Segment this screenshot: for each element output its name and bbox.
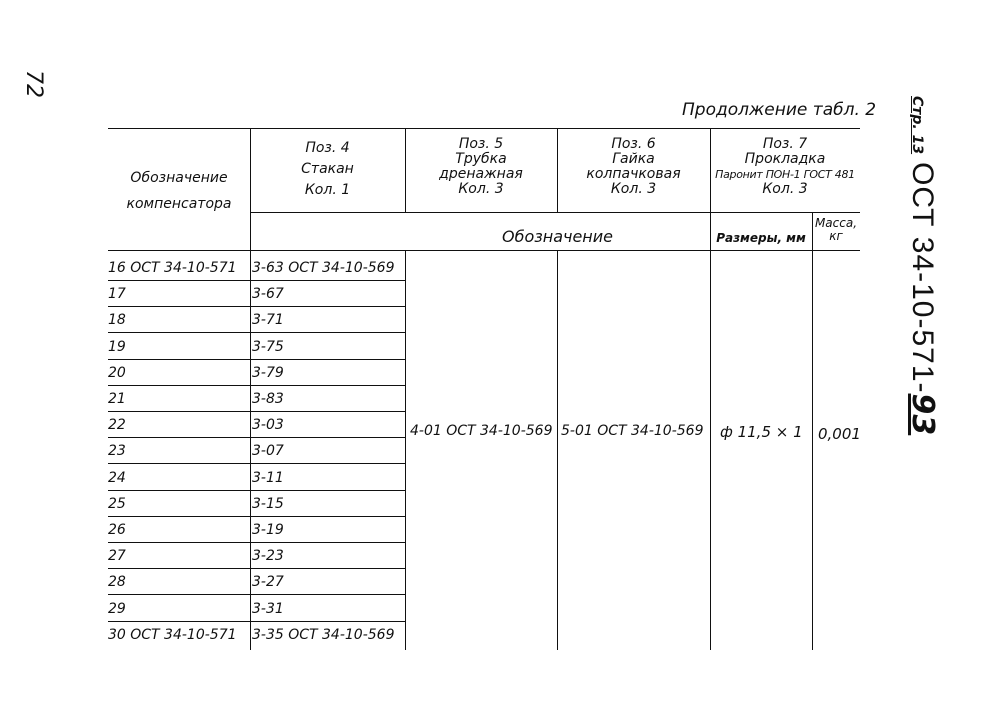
header-line: Прокладка <box>744 151 826 167</box>
row-underline <box>108 516 405 517</box>
header-line: Стакан <box>301 161 354 177</box>
row-underline <box>108 280 405 281</box>
row-underline <box>108 306 405 307</box>
header-line: Поз. 4 <box>305 140 350 156</box>
subheader-mass <box>812 217 860 243</box>
table-continuation-note: Продолжение табл. 2 <box>682 100 877 120</box>
header-line: Кол. 1 <box>304 182 351 198</box>
row-pos4-designation: 3-75 <box>252 338 284 355</box>
column-divider <box>250 128 251 650</box>
row-underline <box>108 437 405 438</box>
row-underline <box>108 542 405 543</box>
header-line: компенсатора <box>126 196 232 212</box>
header-line: Кол. 3 <box>458 181 504 197</box>
page-number: 72 <box>21 70 46 98</box>
row-label: 20 <box>108 364 126 381</box>
row-label: 23 <box>108 443 126 460</box>
row-label: 29 <box>108 600 126 617</box>
row-label: 16 ОСТ 34-10-571 <box>108 260 237 276</box>
merged-size: ф 11,5 × 1 <box>720 423 803 441</box>
column-divider <box>405 250 406 650</box>
row-label: 22 <box>108 417 126 434</box>
header-pos5 <box>405 137 557 197</box>
row-label: 18 <box>108 312 126 329</box>
row-pos4-designation: 3-31 <box>252 600 284 617</box>
header-line: Трубка <box>455 151 507 167</box>
row-label: 17 <box>108 286 126 303</box>
row-pos4-designation: 3-71 <box>252 312 284 329</box>
row-underline <box>108 332 405 333</box>
header-line: Поз. 7 <box>762 136 808 152</box>
row-pos4-designation: 3-35 ОСТ 34-10-569 <box>252 626 395 643</box>
header-pos6 <box>557 137 710 197</box>
header-line: колпачковая <box>586 166 681 182</box>
row-label: 24 <box>108 469 126 486</box>
header-line: Кол. 3 <box>762 181 808 197</box>
merged-mass: 0,001 <box>818 425 861 443</box>
header-line: дренажная <box>439 166 523 182</box>
row-label: 19 <box>108 338 126 355</box>
merged-pos6-designation: 5-01 ОСТ 34-10-569 <box>561 423 704 439</box>
row-label: 27 <box>108 548 126 565</box>
row-pos4-designation: 3-03 <box>252 417 284 434</box>
header-line: Паронит ПОН-1 ГОСТ 481 <box>715 168 855 181</box>
header-designation <box>108 165 250 217</box>
row-pos4-designation: 3-07 <box>252 443 284 460</box>
column-divider <box>812 212 813 650</box>
header-line: Обозначение <box>130 170 228 186</box>
header-pos7 <box>710 137 860 197</box>
header-line: Кол. 3 <box>610 181 657 197</box>
row-label: 30 ОСТ 34-10-571 <box>108 626 237 643</box>
header-line: Гайка <box>612 151 655 167</box>
header-pos4 <box>250 138 405 201</box>
row-underline <box>108 359 405 360</box>
row-label: 21 <box>108 391 126 407</box>
header-line: Поз. 5 <box>458 136 504 152</box>
row-pos4-designation: 3-23 <box>252 548 284 565</box>
row-label: 28 <box>108 574 126 591</box>
row-underline <box>108 411 405 412</box>
row-label: 25 <box>108 495 126 512</box>
row-pos4-designation: 3-83 <box>252 391 284 407</box>
subheader-designation: Обозначение <box>501 227 614 246</box>
row-pos4-designation: 3-79 <box>252 364 284 381</box>
row-underline <box>108 490 405 491</box>
row-underline <box>108 621 405 622</box>
document-code: ОСТ 34-10-571- <box>906 162 939 394</box>
header-line: кг <box>829 229 843 243</box>
column-divider <box>710 128 711 650</box>
subheader-size: Размеры, мм <box>716 231 806 245</box>
row-underline <box>108 385 405 386</box>
row-underline <box>108 594 405 595</box>
sheet-label: Стр. 13 <box>909 96 925 155</box>
row-pos4-designation: 3-15 <box>252 495 284 512</box>
row-pos4-designation: 3-11 <box>252 469 284 486</box>
header-line: Масса, <box>814 216 858 230</box>
row-pos4-designation: 3-63 ОСТ 34-10-569 <box>252 260 395 276</box>
merged-pos5-designation: 4-01 ОСТ 34-10-569 <box>410 423 553 439</box>
header-bottom-border <box>108 250 860 251</box>
document-year: 93 <box>905 393 940 436</box>
row-label: 26 <box>108 522 126 538</box>
row-underline <box>108 463 405 464</box>
row-pos4-designation: 3-19 <box>252 522 284 538</box>
header-divider <box>250 212 860 213</box>
header-line: Поз. 6 <box>611 136 656 152</box>
row-pos4-designation: 3-67 <box>252 286 284 303</box>
row-underline <box>108 568 405 569</box>
row-pos4-designation: 3-27 <box>252 574 284 591</box>
table-top-border <box>108 128 860 129</box>
column-divider <box>557 250 558 650</box>
